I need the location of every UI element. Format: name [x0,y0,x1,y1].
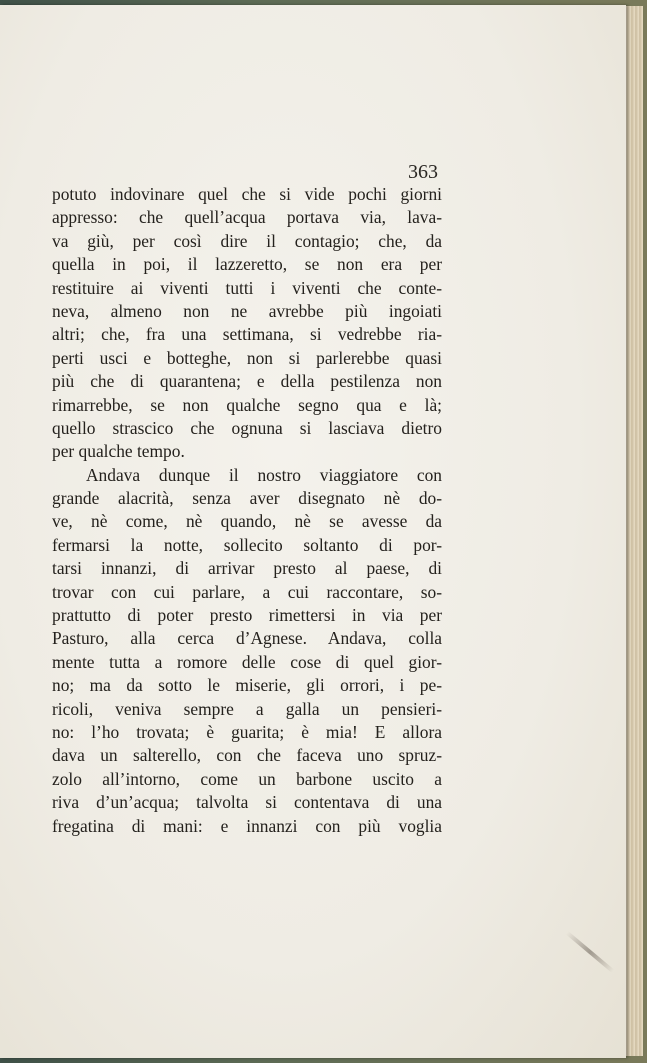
text-line: più che di quarantena; e della pestilenza non [52,371,442,392]
text-line: appresso: che quell’acqua portava via, lava- [52,207,442,228]
book-page [0,5,626,1058]
text-line: Pasturo, alla cerca d’Agnese. Andava, colla [52,628,442,649]
text-line: va giù, per così dire il contagio; che, da [52,230,442,251]
text-line: prattutto di poter presto rimettersi in via per [52,605,442,626]
text-line: trovar con cui parlare, a cui raccontare, so- [52,581,442,602]
text-line: rimarrebbe, se non qualche segno qua e là; [52,394,442,415]
text-line: ve, nè come, nè quando, nè se avesse da [52,511,442,532]
text-line: riva d’un’acqua; talvolta si contentava di una [52,792,442,813]
ink-smudge [566,931,615,973]
text-line: restituire ai viventi tutti i viventi che conte- [52,277,442,298]
text-line: no: l’ho trovata; è guarita; è mia! E allora [52,721,442,742]
text-line: quello strascico che ognuna si lasciava dietro [52,417,442,438]
text-line: dava un salterello, con che faceva uno spruz- [52,745,442,766]
text-line: no; ma da sotto le miserie, gli orrori, i pe- [52,675,442,696]
text-line: fregatina di mani: e innanzi con più voglia [52,815,442,836]
text-line: tarsi innanzi, di arrivar presto al paese, di [52,558,442,579]
text-line: mente tutta a romore delle cose di quel gior- [52,651,442,672]
text-line: Andava dunque il nostro viaggiatore con [86,464,442,485]
text-line: altri; che, fra una settimana, si vedrebbe ria- [52,324,442,345]
page-number: 363 [408,161,438,183]
text-line: neva, almeno non ne avrebbe più ingoiati [52,300,442,321]
text-line: quella in poi, il lazzeretto, se non era per [52,254,442,275]
text-line: ricoli, veniva sempre a galla un pensieri- [52,698,442,719]
text-line: zolo all’intorno, come un barbone uscito a [52,768,442,789]
text-line: per qualche tempo. [52,441,185,462]
text-line: potuto indovinare quel che si vide pochi giorni [52,184,442,204]
text-line: fermarsi la notte, sollecito soltanto di por- [52,534,442,555]
text-line: grande alacrità, senza aver disegnato nè do- [52,488,442,509]
text-line: perti usci e botteghe, non si parlerebbe quasi [52,347,442,368]
body-text [52,183,442,838]
